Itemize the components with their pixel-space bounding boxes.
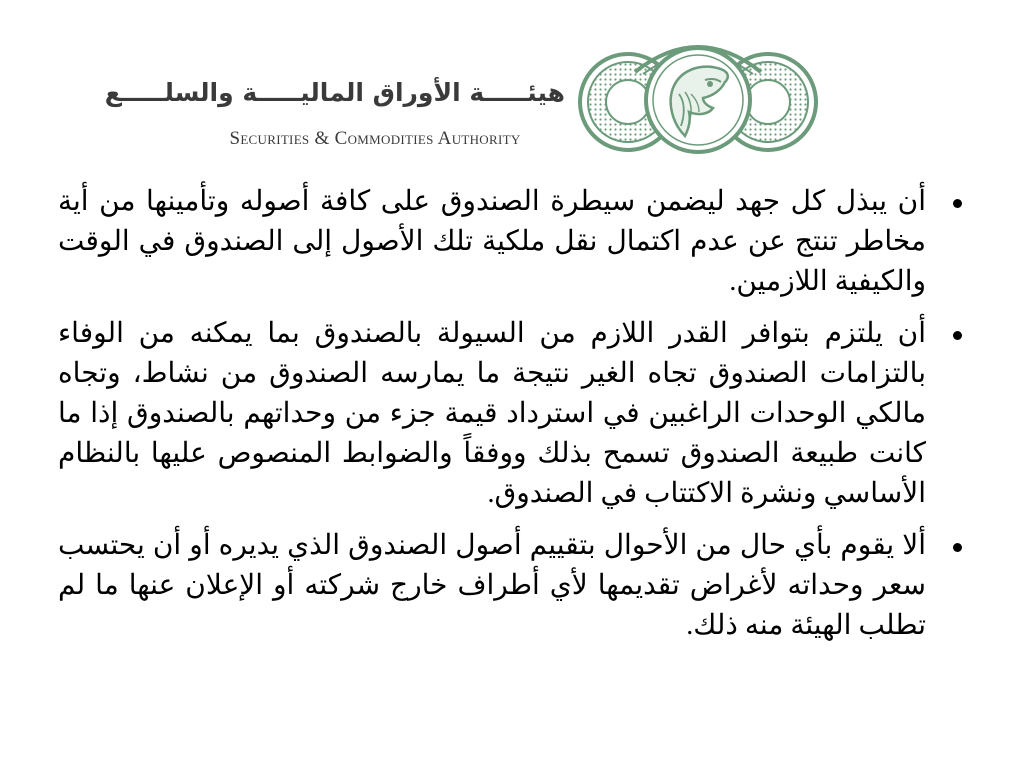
bullet-list <box>58 182 966 646</box>
bullet-item <box>58 314 966 514</box>
org-name-arabic: هيئـــــة الأوراق الماليـــــة والسلـــــع <box>104 78 565 107</box>
bullet-text: أن يبذل كل جهد ليضمن سيطرة الصندوق على كافة أصوله وتأمينها من أية مخاطر تنتج عن عدم اكتمال نقل ملكية تلك الأصول إلى الصندوق في الوقت والكيفية اللازمين. <box>58 186 926 297</box>
slide-body <box>58 182 966 658</box>
bullet-text: أن يلتزم بتوافر القدر اللازم من السيولة بالصندوق بما يمكنه من الوفاء بالتزامات الصندوق تجاه الغير نتيجة ما يمارسه الصندوق من نشاط، وتجاه مالكي الوحدات الراغبين في استرداد قيمة جزء من وحداتهم بالصندوق إذا ما كانت طبيعة الصندوق تسمح بذلك ووفقاً والضوابط المنصوص عليها بالنظام الأساسي ونشرة الاكتتاب في الصندوق. <box>58 318 926 509</box>
bullet-text: ألا يقوم بأي حال من الأحوال بتقييم أصول الصندوق الذي يديره أو أن يحتسب سعر وحداته لأغراض تقديمها لأي أطراف خارج شركته أو الإعلان عنها ما لم تطلب الهيئة منه ذلك. <box>58 530 926 641</box>
header <box>104 32 900 162</box>
org-name-english: Securities & Commodities Authority <box>229 128 521 149</box>
falcon-emblem-icon <box>573 32 823 162</box>
bullet-dot-icon <box>953 543 962 552</box>
bullet-item <box>58 182 966 302</box>
bullet-item <box>58 526 966 646</box>
bullet-dot-icon <box>953 199 962 208</box>
bullet-dot-icon <box>953 331 962 340</box>
